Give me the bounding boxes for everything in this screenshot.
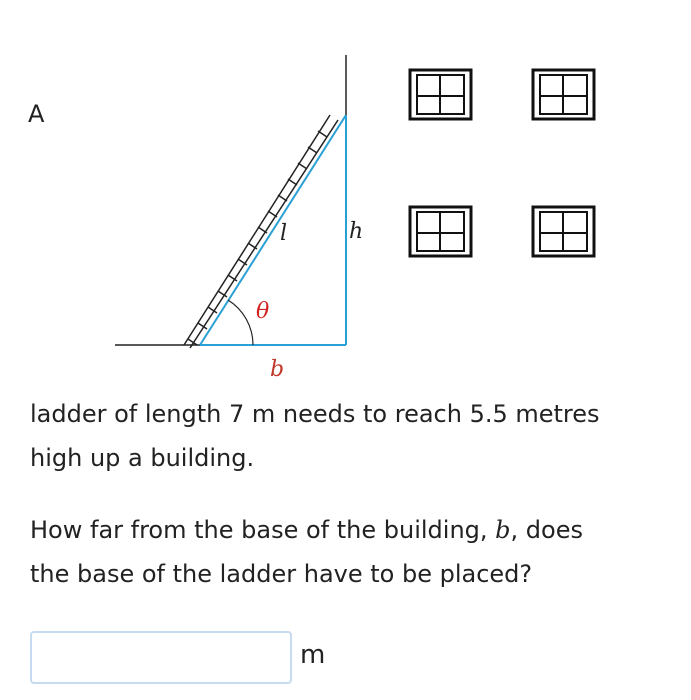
question-suffix: , does [510, 516, 583, 544]
triangle [200, 115, 346, 345]
window-icon [410, 207, 471, 256]
length-label: l [280, 221, 288, 246]
unit-label: m [300, 640, 326, 670]
window-icon [533, 207, 594, 256]
question-letter: A [28, 100, 45, 128]
answer-input[interactable] [30, 631, 292, 684]
problem-statement [30, 392, 670, 480]
window-icon [533, 70, 594, 119]
window-icon [410, 70, 471, 119]
base-label: b [270, 357, 285, 382]
question-line-1 [30, 508, 670, 552]
angle-label: θ [256, 299, 270, 324]
problem-line-1: ladder of length 7 m needs to reach 5.5 metres [30, 400, 600, 428]
problem-line-2: high up a building. [30, 444, 255, 472]
question-prefix: How far from the base of the building, [30, 516, 496, 544]
angle-arc [228, 300, 253, 345]
variable-b: b [495, 516, 511, 544]
height-label: h [349, 219, 364, 244]
question-line-2: the base of the ladder have to be placed? [30, 560, 533, 588]
question-text [30, 508, 670, 596]
